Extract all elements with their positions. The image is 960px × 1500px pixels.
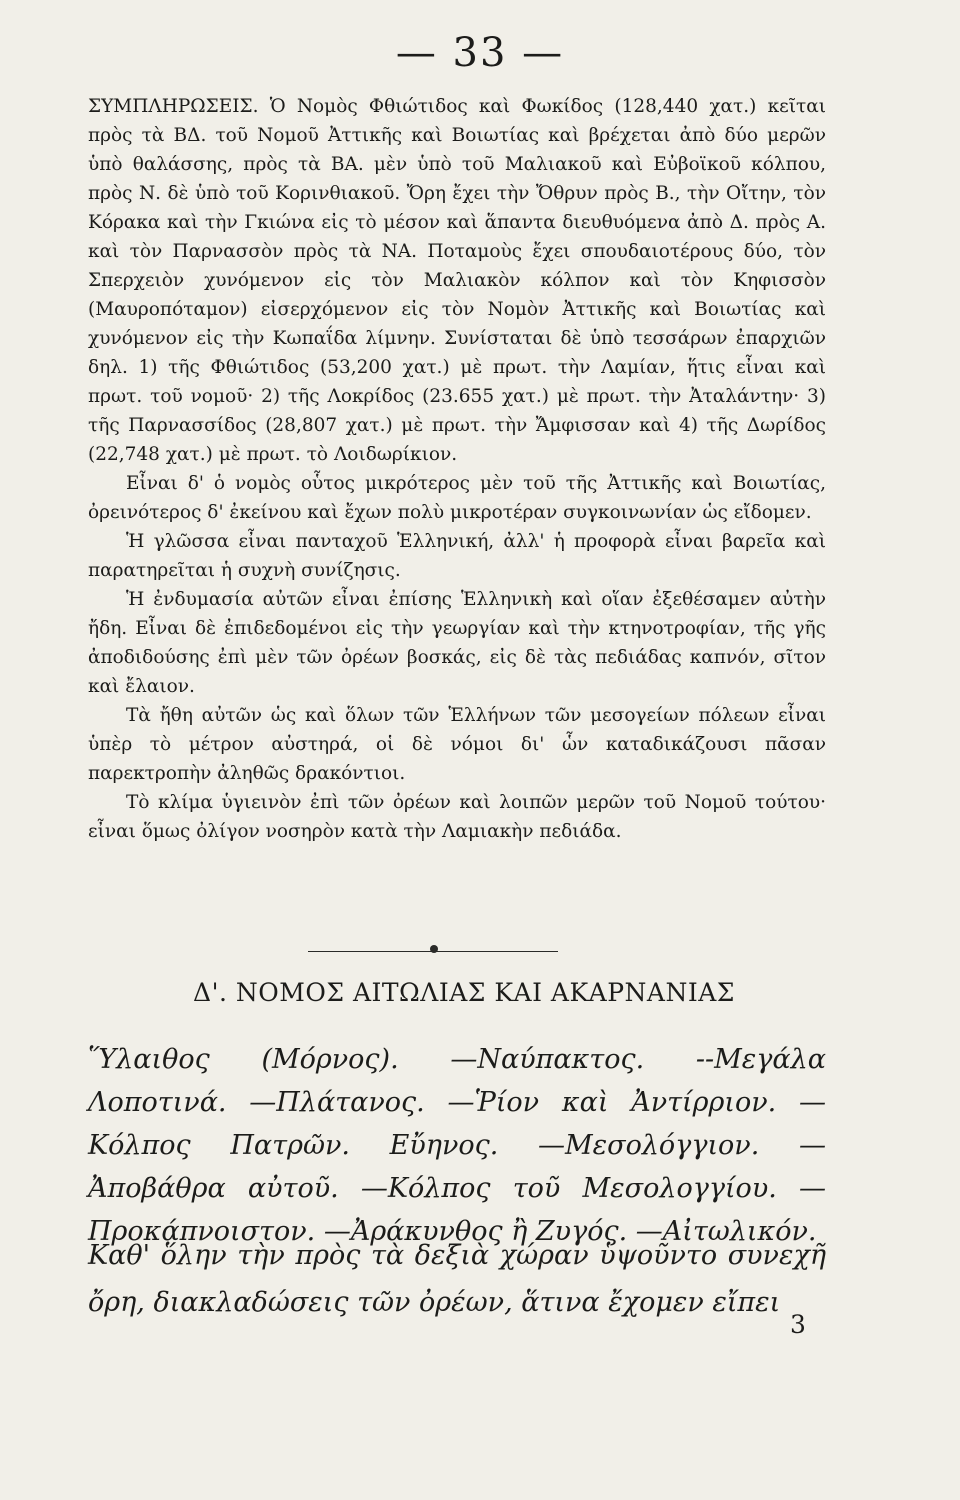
paragraph-comparison: Εἶναι δ' ὁ νομὸς οὗτος μικρότερος μὲν τοῦ τῆς Ἀττικῆς καὶ Βοιωτίας, ὀρεινότερος δ' ἐκείνου καὶ ἔχων πολὺ μικροτέραν συγκοινωνίαν ὡς εἴδομεν.	[88, 473, 826, 523]
paragraph-climate: Τὸ κλίμα ὑγιεινὸν ἐπὶ τῶν ὀρέων καὶ λοιπῶν μερῶν τοῦ Νομοῦ τούτου· εἶναι ὅμως ὀλίγον νοσηρὸν κατὰ τὴν Λαμιακὴν πεδιάδα.	[88, 792, 826, 842]
closing-text	[88, 1232, 826, 1326]
paragraph-supplements: ΣΥΜΠΛΗΡΩΣΕΙΣ. Ὁ Νομὸς Φθιώτιδος καὶ Φωκίδος (128,440 χατ.) κεῖται πρὸς τὰ ΒΔ. τοῦ Νομοῦ Ἀττικῆς καὶ Βοιωτίας καὶ βρέχεται ἀπὸ δύο μερῶν ὑπὸ θαλάσσης, πρὸς τὰ ΒΑ. μὲν ὑπὸ τοῦ Μαλιακοῦ καὶ Εὐβοϊκοῦ κόλπου, πρὸς Ν. δὲ ὑπὸ τοῦ Κορινθιακοῦ. Ὄρη ἔχει τὴν Ὄθρυν πρὸς Β., τὴν Οἴτην, τὸν Κόρακα καὶ τὴν Γκιώνα εἰς τὸ μέσον καὶ ἅπαντα διευθυόμενα ἀπὸ Δ. πρὸς Α. καὶ τὸν Παρνασσὸν πρὸς τὰ ΝΑ. Ποταμοὺς ἔχει σπουδαιοτέρους δύο, τὸν Σπερχειὸν χυνόμενον εἰς τὸν Μαλιακὸν κόλπον καὶ τὸν Κηφισσὸν (Μαυροπόταμον) εἰσερχόμενον εἰς τὸν Νομὸν Ἀττικῆς καὶ Βοιωτίας καὶ χυνόμενον εἰς τὴν Κωπαΐδα λίμνην. Συνίσταται δὲ ὑπὸ τεσσάρων ἐπαρχιῶν δηλ. 1) τῆς Φθιώτιδος (53,200 χατ.) μὲ πρωτ. τὴν Λαμίαν, ἥτις εἶναι καὶ πρωτ. τοῦ νομοῦ· 2) τῆς Λοκρίδος (23.655 χατ.) μὲ πρωτ. τὴν Ἀταλάντην· 3) τῆς Παρνασσίδος (28,807 χατ.) μὲ πρωτ. τὴν Ἄμφισσαν καὶ 4) τῆς Δωρίδος (22,748 χατ.) μὲ πρωτ. τὸ Λοιδωρίκιον.	[88, 96, 826, 465]
paragraph-dress-occupation: Ἡ ἐνδυμασία αὐτῶν εἶναι ἐπίσης Ἑλληνικὴ καὶ οἵαν ἐξεθέσαμεν αὐτὴν ἤδη. Εἶναι δὲ ἐπιδεδομένοι εἰς τὴν γεωργίαν καὶ τὴν κτηνοτροφίαν, τῆς γῆς ἀποδιδούσης ἐπὶ μὲν τῶν ὀρέων βοσκάς, εἰς δὲ τὰς πεδιάδας καπνόν, σῖτον καὶ ἔλαιον.	[88, 589, 826, 697]
signature-mark: 3	[790, 1310, 806, 1339]
place-list: Ὕλαιθος (Μόρνος). —Ναύπακτος. --Μεγάλα Λοποτινά. —Πλάτανος. —Ῥίον καὶ Ἀντίρριον. —Κόλπος Πατρῶν. Εὔηνος. —Μεσολόγγιον. —Ἀποβάθρα αὐτοῦ. —Κόλπος τοῦ Μεσολογγίου. —Προκάπνοιστον. —Ἀράκυνθος ἢ Ζυγός. —Αἰτωλικόν.	[88, 1044, 826, 1247]
paragraph-language: Ἡ γλῶσσα εἶναι πανταχοῦ Ἑλληνική, ἀλλ' ἡ προφορὰ εἶναι βαρεῖα καὶ παρατηρεῖται ἡ συχνὴ συνίζησις.	[88, 531, 826, 581]
paragraph-customs: Τὰ ἤθη αὐτῶν ὡς καὶ ὅλων τῶν Ἑλλήνων τῶν μεσογείων πόλεων εἶναι ὑπὲρ τὸ μέτρον αὐστηρά, οἱ δὲ νόμοι δι' ὧν καταδικάζουσι πᾶσαν παρεκτροπὴν ἀληθῶς δρακόντιοι.	[88, 705, 826, 784]
divider-ornament	[430, 945, 438, 953]
section-heading: Δ'. ΝΟΜΟΣ ΑΙΤΩΛΙΑΣ ΚΑΙ ΑΚΑΡΝΑΝΙΑΣ	[193, 978, 735, 1007]
closing-paragraph: Καθ' ὅλην τὴν πρὸς τὰ δεξιὰ χώραν ὑψοῦντο συνεχῆ ὄρη, διακλαδώσεις τῶν ὀρέων, ἅτινα ἔχομεν εἴπει	[88, 1240, 826, 1318]
page-number: — 33 —	[395, 30, 565, 76]
body-text	[88, 92, 826, 846]
